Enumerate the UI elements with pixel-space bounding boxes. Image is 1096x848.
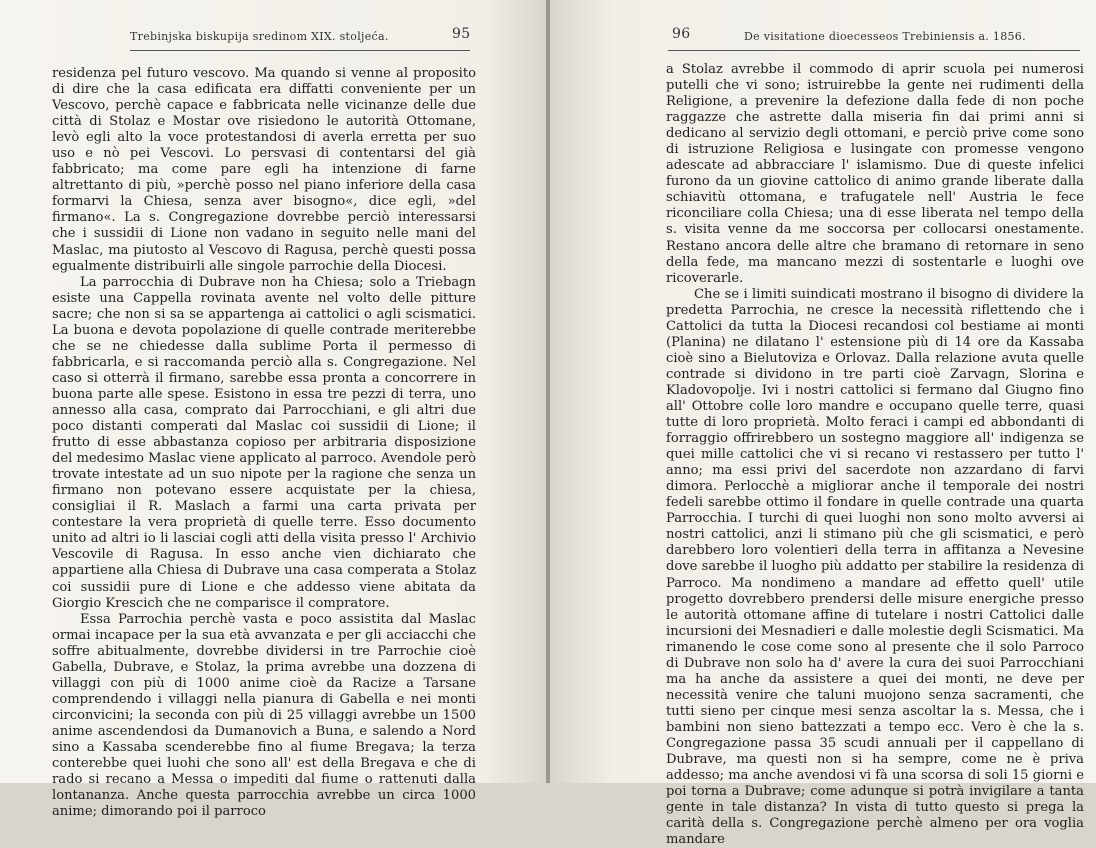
paragraph: a Stolaz avrebbe il commodo di aprir scuola pei numerosi putelli che vi sono; istruirebbe la gente nei rudimenti della Religione, a prevenire la defezione dalla fede di non poche raggazze che astrette dalla miseria fin dai primi anni si dedicano al servizio degli ottomani, e perciò prive come sono di istruzione Religiosa e lusingate con promesse vengono adescate ad abbracciare l' islamismo. Due di queste infelici furono da un giovine cattolico di animo grande liberate dalla schiavitù ottomana, e trafugatele nell' Austria le fece riconciliare colla Chiesa; una di esse liberata nel tempo della s. visita venne da me soccorsa per collocarsi onestamente. Restano ancora delle altre che bramano di retornare in seno della fede, ma mancano mezzi di sostentarle e luoghi ove ricoverarle. bbox=[666, 62, 1084, 286]
right-page bbox=[548, 0, 1096, 848]
left-page-number: 95 bbox=[452, 26, 471, 42]
paragraph: Essa Parrochia perchè vasta e poco assistita dal Maslac ormai incapace per la sua età avvanzata e per gli acciacchi che soffre abitualmente, dovrebbe dividersi in tre Parrochie cioè Gabella, Dubrave, e Stolaz, la prima avrebbe una dozzena di villaggi con più di 1000 anime cioè da Racize a Tarsane comprendendo i villaggi nella pianura di Gabella e nei monti circonvicini; la seconda con più di 25 villaggi avrebbe un 1500 anime ascendendosi da Dumanovich a Buna, e salendo a Nord sino a Kassaba scenderebbe fino al fiume Bregava; la terza conterebbe quei luohi che sono all' est della Bregava e che di rado si recano a Messa o impediti dal fiume o rattenuti dalla lontananza. Anche questa parrocchia avrebbe un circa 1000 anime; dimorando poi il parroco bbox=[52, 611, 476, 820]
book-gutter bbox=[546, 0, 550, 783]
right-header-rule bbox=[668, 50, 1080, 51]
right-page-number: 96 bbox=[672, 26, 691, 42]
paragraph: Che se i limiti suindicati mostrano il bisogno di dividere la predetta Parrochia, ne cresce la necessità riflettendo che i Cattolici da tutta la Diocesi recandosi col bestiame ai monti (Planina) ne dilatano l' estensione più di 14 ore da Kassaba cioè sino a Bielutoviza e Orlovaz. Dalla relazione avuta quelle contrade si dividono in tre parti cioè Zarvagn, Slorina e Kladovopolje. Ivi i nostri cattolici si fermano dal Giugno fino all' Ottobre colle loro mandre e occupano quelle terre, quasi tutte di loro proprietà. Molto feraci i campi ed abbondanti di forraggio offrirebbero un sostegno maggiore all' indigenza se quei mille cattolici che vi si recano vi restassero per tutto l' anno; ma essi privi del sacerdote non azzardano di farvi dimora. Perlocchè a migliorar anche il temporale dei nostri fedeli sarebbe ottimo il fondare in quelle contrade una quarta Parrocchia. I turchi di quei luoghi non sono molto avversi ai nostri cattolici, anzi li stimano più che gli scismatici, e però darebbero loro volentieri della terra in affitanza a Nevesine dove sarebbe il luogho più addatto per stabilire la residenza di Parroco. Ma nondimeno a mandare ad effetto quell' utile progetto dovrebbero prendersi delle misure energiche presso le autorità ottomane affine di tutelare i nostri Cattolici dalle incursioni dei Mesnadieri e dalle molestie degli Scismatici. Ma rimanendo le cose come sono al presente che il solo Parroco di Dubrave non solo ha d' avere la cura dei suoi Parrocchiani ma ha anche da assistere a quei dei monti, ne deve per necessità venire che taluni muojono senza sacramenti, che tutti sieno per cinque mesi senza ascoltar la s. Messa, che i bambini non sieno battezzati a tempo ecc. Vero è che la s. Congregazione passa 35 scudi annuali per il cappellano di Dubrave, ma questi non si ha sempre, come ne è priva addesso; ma anche avendosi vi fà una scorsa di soli 15 giorni e poi torna a Dubrave; come adunque si potrà invigilare a tanta gente in tale distanza? In vista di tutto questo si prega la carità della s. Congregazione perchè almeno per ora voglia mandare bbox=[666, 286, 1084, 848]
left-page-text bbox=[52, 66, 476, 820]
left-page bbox=[0, 0, 548, 820]
right-page-text bbox=[666, 62, 1084, 848]
right-running-title: De visitatione dioecesseos Trebiniensis a. 1856. bbox=[744, 30, 1026, 43]
paragraph: La parrocchia di Dubrave non ha Chiesa; solo a Triebagn esiste una Cappella rovinata avente nel volto delle pitture sacre; che non si sa se appartenga ai cattolici o agli scismatici. La buona e devota popolazione di quelle contrade meriterebbe che se ne chiedesse dalla sublime Porta il permesso di fabbricarla, e si raccomanda perciò alla s. Congregazione. Nel caso si otterrà il firmano, sarebbe essa pronta a concorrere in buona parte alle spese. Esistono in essa tre pezzi di terra, uno annesso alla casa, comprato dai Parrocchiani, e gli altri due poco distanti comperati dal Maslac coi sussidii di Lione; il frutto di esse abbastanza copioso per arbitraria disposizione del medesimo Maslac viene applicato al parroco. Avendole però trovate intestate ad un suo nipote per la ragione che senza un firmano non potevano essere acquistate per la chiesa, consigliai il R. Maslach a farmi una carta privata per contestare la vera proprietà di quelle terre. Esso documento unito ad altri io li lasciai cogli atti della visita presso l' Archivio Vescovile di Ragusa. In esso anche vien dichiarato che appartiene alla Chiesa di Dubrave una casa comperata a Stolaz coi sussidii pure di Lione e che addesso viene abitata da Giorgio Krescich che ne comparisce il compratore. bbox=[52, 274, 476, 611]
left-running-title: Trebinjska biskupija sredinom XIX. stoljeća. bbox=[130, 30, 389, 43]
left-header-rule bbox=[130, 50, 470, 51]
paragraph: residenza pel futuro vescovo. Ma quando si venne al proposito di dire che la casa edificata era diffatti conveniente per un Vescovo, perchè capace e fabbricata nelle vicinanze delle due città di Stolaz e Mostar ove risiedono le autorità Ottomane, levò egli alto la voce protestandosi di averla erretta per suo uso e nò pei Vescovi. Lo persvasi di contentarsi del già fabbricato; ma come pare egli ha intenzione di farne altrettanto di più, »perchè posso nel piano inferiore della casa formarvi la Chiesa, senza aver bisogno«, dice egli, »del firmano«. La s. Congregazione dovrebbe perciò interessarsi che i sussidii di Lione non vadano in seguito nelle mani del Maslac, ma piutosto al Vescovo di Ragusa, perchè questi possa egualmente distribuirli alle singole parrochie della Diocesi. bbox=[52, 66, 476, 274]
